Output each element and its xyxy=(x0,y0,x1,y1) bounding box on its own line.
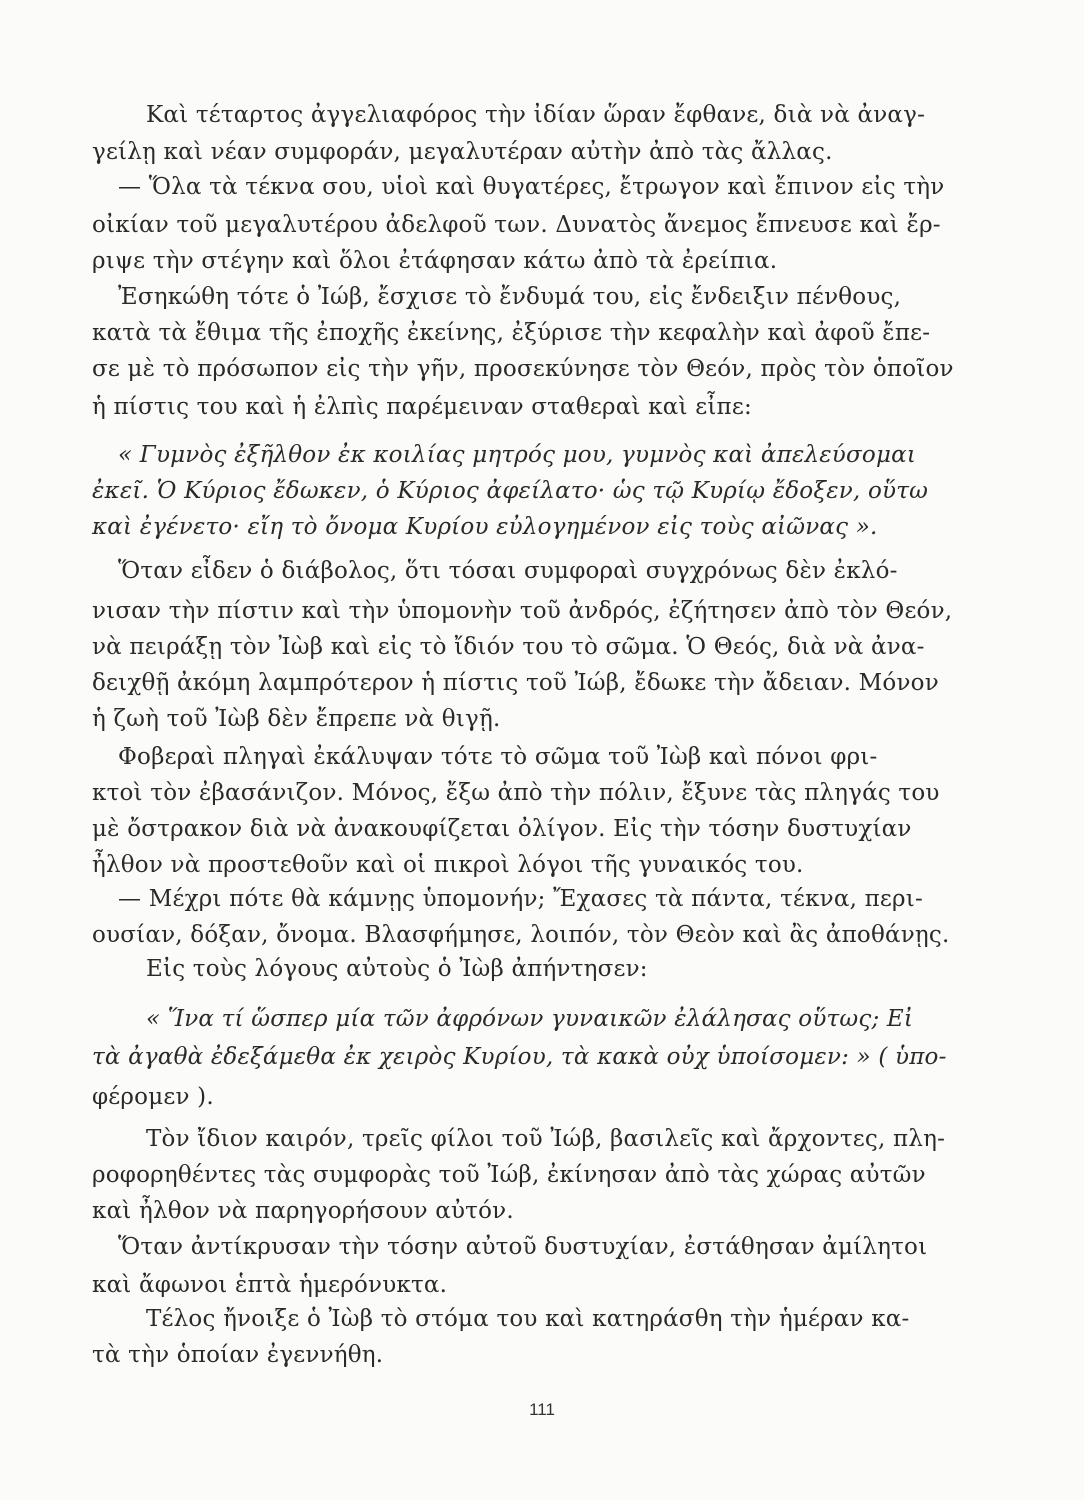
text-line: Φοβεραὶ πληγαὶ ἐκάλυψαν τότε τὸ σῶμα τοῦ Ἰὼβ καὶ πόνοι φρι- xyxy=(118,744,878,770)
text-line: τὰ τὴν ὁποίαν ἐγεννήθη. xyxy=(92,1342,384,1368)
text-line: Ἐσηκώθη τότε ὁ Ἰώβ, ἔσχισε τὸ ἔνδυμά του, εἰς ἔνδειξιν πένθους, xyxy=(118,284,902,310)
text-line: ουσίαν, δόξαν, ὄνομα. Βλασφήμησε, λοιπόν, τὸν Θεὸν καὶ ἂς ἀποθάνῃς. xyxy=(92,922,950,948)
text-line: νισαν τὴν πίστιν καὶ τὴν ὑπομονὴν τοῦ ἀνδρός, ἐζήτησεν ἀπὸ τὸν Θεόν, xyxy=(92,598,953,624)
page-number: 111 xyxy=(529,1400,555,1419)
text-line: ἡ ζωὴ τοῦ Ἰὼβ δὲν ἔπρεπε νὰ θιγῇ. xyxy=(92,706,501,732)
text-line: Εἰς τοὺς λόγους αὐτοὺς ὁ Ἰὼβ ἀπήντησεν: xyxy=(146,956,648,982)
text-line: ἡ πίστις του καὶ ἡ ἐλπὶς παρέμειναν σταθεραὶ καὶ εἶπε: xyxy=(92,394,752,420)
text-line: κτοὶ τὸν ἐβασάνιζον. Μόνος, ἔξω ἀπὸ τὴν πόλιν, ἔξυνε τὰς πληγάς του xyxy=(92,780,940,806)
text-line: καὶ ἄφωνοι ἑπτὰ ἡμερόνυκτα. xyxy=(92,1272,448,1298)
text-line: νὰ πειράξῃ τὸν Ἰὼβ καὶ εἰς τὸ ἴδιόν του τὸ σῶμα. Ὁ Θεός, διὰ νὰ ἀνα- xyxy=(92,634,925,660)
quote-line: καὶ ἐγένετο· εἴη τὸ ὄνομα Κυρίου εὐλογημένον εἰς τοὺς αἰῶνας ». xyxy=(92,514,878,540)
text-line: δειχθῇ ἀκόμη λαμπρότερον ἡ πίστις τοῦ Ἰώβ, ἔδωκε τὴν ἄδειαν. Μόνον xyxy=(92,670,939,696)
quote-line: τὰ ἀγαθὰ ἐδεξάμεθα ἐκ χειρὸς Κυρίου, τὰ κακὰ οὐχ ὑποίσομεν: » ( ὑπο- xyxy=(92,1044,947,1070)
text-line: Ὅταν εἶδεν ὁ διάβολος, ὅτι τόσαι συμφοραὶ συγχρόνως δὲν ἐκλό- xyxy=(118,558,898,584)
text-line: καὶ ἦλθον νὰ παρηγορήσουν αὐτόν. xyxy=(92,1198,514,1224)
text-line: οἰκίαν τοῦ μεγαλυτέρου ἀδελφοῦ των. Δυνατὸς ἄνεμος ἔπνευσε καὶ ἔρ- xyxy=(92,212,941,238)
text-line: γείλῃ καὶ νέαν συμφοράν, μεγαλυτέραν αὐτὴν ἀπὸ τὰς ἄλλας. xyxy=(92,139,833,165)
text-line: Ὅταν ἀντίκρυσαν τὴν τόσην αὐτοῦ δυστυχίαν, ἐστάθησαν ἀμίλητοι xyxy=(118,1234,928,1260)
text-line: — Μέχρι πότε θὰ κάμνῃς ὑπομονήν; Ἔχασες τὰ πάντα, τέκνα, περι- xyxy=(118,886,923,912)
text-line: — Ὅλα τὰ τέκνα σου, υἱοὶ καὶ θυγατέρες, ἔτρωγον καὶ ἔπινον εἰς τὴν xyxy=(118,174,945,200)
text-line: φέρομεν ). xyxy=(92,1084,214,1110)
quote-line: « Ἵνα τί ὥσπερ μία τῶν ἀφρόνων γυναικῶν ἐλάλησας οὕτως; Εἰ xyxy=(146,1006,914,1032)
quote-line: ἐκεῖ. Ὁ Κύριος ἔδωκεν, ὁ Κύριος ἀφείλατο· ὡς τῷ Κυρίῳ ἔδοξεν, οὕτω xyxy=(92,478,929,504)
text-line: Τὸν ἴδιον καιρόν, τρεῖς φίλοι τοῦ Ἰώβ, βασιλεῖς καὶ ἄρχοντες, πλη- xyxy=(146,1126,946,1152)
text-line: ριψε τὴν στέγην καὶ ὅλοι ἐτάφησαν κάτω ἀπὸ τὰ ἐρείπια. xyxy=(92,248,778,274)
text-line: Καὶ τέταρτος ἀγγελιαφόρος τὴν ἰδίαν ὥραν ἔφθανε, διὰ νὰ ἀναγ- xyxy=(146,102,926,128)
text-line: Τέλος ἤνοιξε ὁ Ἰὼβ τὸ στόμα του καὶ κατηράσθη τὴν ἡμέραν κα- xyxy=(146,1306,910,1332)
text-line: μὲ ὄστρακον διὰ νὰ ἀνακουφίζεται ὀλίγον. Εἰς τὴν τόσην δυστυχίαν xyxy=(92,816,912,842)
quote-line: « Γυμνὸς ἐξῆλθον ἐκ κοιλίας μητρός μου, γυμνὸς καὶ ἀπελεύσομαι xyxy=(118,442,917,468)
text-line: ἦλθον νὰ προστεθοῦν καὶ οἱ πικροὶ λόγοι τῆς γυναικός του. xyxy=(92,852,804,878)
text-line: σε μὲ τὸ πρόσωπον εἰς τὴν γῆν, προσεκύνησε τὸν Θεόν, πρὸς τὸν ὁποῖον xyxy=(92,356,954,382)
text-line: κατὰ τὰ ἔθιμα τῆς ἐποχῆς ἐκείνης, ἐξύρισε τὴν κεφαλὴν καὶ ἀφοῦ ἔπε- xyxy=(92,320,931,346)
text-line: ροφορηθέντες τὰς συμφορὰς τοῦ Ἰώβ, ἐκίνησαν ἀπὸ τὰς χώρας αὐτῶν xyxy=(92,1162,926,1188)
